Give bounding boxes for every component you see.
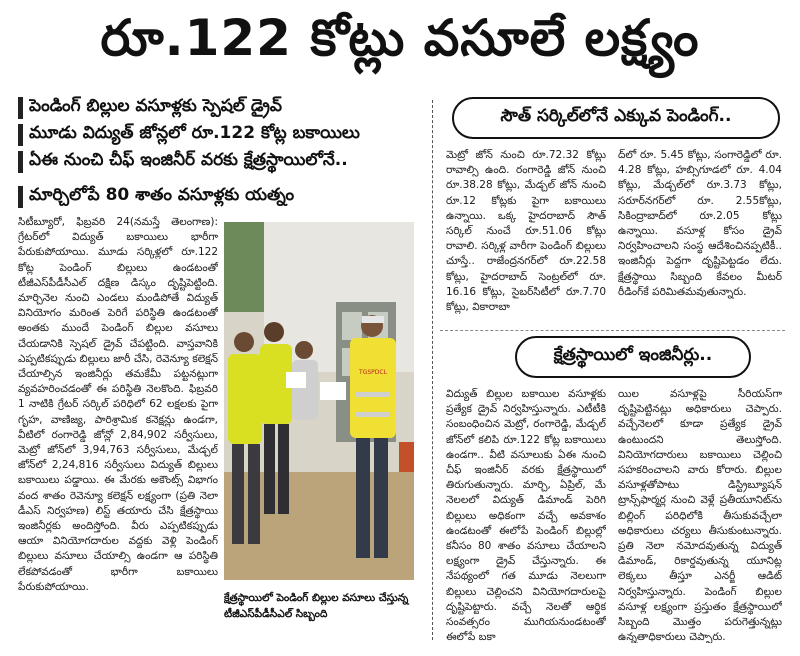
section-divider (440, 330, 785, 331)
paper-sheet (320, 382, 346, 400)
person-head (264, 322, 284, 342)
deck-text: ఏఈ నుంచి చీఫ్ ఇంజినీర్ వరకు క్షేత్రస్థాయిలోనే.. (29, 150, 348, 170)
deck-line-1 (18, 96, 418, 120)
reflective-stripe (356, 392, 390, 397)
person-leg (278, 424, 289, 514)
deck-text: పెండింగ్ బిల్లుల వసూళ్లకు స్పెషల్ డ్రైవ్ (29, 96, 283, 116)
deck-line-4 (18, 185, 418, 209)
deck-bar (18, 124, 23, 146)
article-column-5 (618, 387, 782, 643)
paper-sheet (286, 372, 306, 388)
body-paragraph: మెట్రో జోన్ నుంచి రూ.72.32 కోట్లు రావాల్సి ఉంది. రంగారెడ్డి జోన్ నుంచి రూ.38.28 కోట్లు, మేడ్చల్ జోన్ నుంచి రూ.12 కోట్లకు పైగా బకాయిలు ఉన్నాయి. ఒక్క హైదరాబాద్ సౌత్ సర్కిల్ నుంచే రూ.51.06 కోట్లు రావాలి. సర్కిళ్ల వారీగా పెండింగ్ బిల్లులు చూస్తే.. రాజేంద్రనగర్‌లో రూ.22.58 కోట్లు, హైదరాబాద్ సెంట్రల్‌లో రూ. 16.16 కోట్లు, సైబర్‌సిటీలో రూ.7.70 కోట్లు, వికారాబా (446, 149, 606, 314)
article-column-2 (446, 148, 606, 328)
photo-foliage (224, 222, 264, 312)
person-leg (232, 444, 244, 544)
photo-caption: క్షేత్రస్థాయిలో పెండింగ్ బిల్లుల వసూలు చేస్తున్న టీజీఎస్‌పీడీసీఎల్ సిబ్బంది (224, 592, 409, 620)
deck-line-3 (18, 150, 418, 174)
deck-bar (18, 151, 23, 173)
deck-bar (18, 97, 23, 119)
meter-box (342, 312, 362, 340)
subhead-box-south-circle: సౌత్ సర్కిల్‌లోనే ఎక్కువ పెండింగ్.. (452, 97, 780, 139)
deck-line-2 (18, 123, 418, 147)
vest-logo-text: TGSPDCL (359, 369, 387, 376)
deck-text: మార్చిలోపే 80 శాతం వసూళ్లకు యత్నం (29, 185, 295, 205)
person-vest (350, 338, 396, 438)
photo-pot (399, 442, 414, 472)
person-shirt (292, 360, 318, 420)
body-paragraph: సిటీబ్యూరో, ఫిబ్రవరి 24(నమస్తే తెలంగాణ): గ్రేటర్‌లో విద్యుత్ బకాయిలు భారీగా పేరుకుపోయాయి. మూడు సర్కిళ్లలో రూ.122 కోట్ల పెండింగ్ బిల్లులు ఉండటంతో టీజీఎస్‌పీడీసీఎల్ దక్షిణ డిస్కం దృష్టిపెట్టింది. మార్చినెల నుంచి ఎండలు మండిపోతే విద్యుత్ వినియోగం మరింత పెరిగే పరిస్థితి ఉండటంతో అంతకు ముందే పెండింగ్ బిల్లుల వసూలు చేయడానికి స్పెషల్ డ్రైవ్ చేపట్టింది. వాస్తవానికి ఎప్పటికప్పుడు బిల్లులు జారీ చేసి, రెవెన్యూ కలెక్షన్ చేయాల్సిన ఇంజినీర్లు తమకేమీ పట్టనట్లుగా వ్యవహరించడంతో ఈ పరిస్థితి నెలకొంది. ఫిబ్రవరి 1 నాటికి గ్రేటర్ సర్కిల్ పరిధిలో 62 లక్షలకు పైగా గృహ, వాణిజ్య, పారిశ్రామిక కనెక్షన్లు ఉండగా, వీటిలో రంగారెడ్డి జోన్లో 2,84,902 సర్వీసులు, మెట్రో జోన్‌లో 3,94,763 సర్వీసులు, మేడ్చల్ జోన్‌లో 2,24,816 సర్వీసులు విద్యుత్ బిల్లులు బకాయిలు పడ్డాయి. ఈ మేరకు అకౌంట్స్ విభాగం వంద శాతం రెవెన్యూ కలెక్షన్ లక్ష్యంగా (ప్రతి నెలా డీఎస్ నిర్వహణ) లిస్ట్ తయారు చేసి క్షేత్రస్థాయి ఇంజినీర్లకు అందిస్తోంది. వీరు ఎప్పటికప్పుడు ఆయా వినియోగదారుల వద్దకు వెళ్లి పెండింగ్ బిల్లులు వసూలు చేయాల్సి ఉండగా ఆ పరిస్థితి లేకపోవడంతో భారీగా బకాయిలు పేరుకుపోయాయి. (18, 216, 218, 593)
body-paragraph: యిల వసూళ్లపై సీరియస్‌గా దృష్టిపెట్టినట్లు అధికారులు చెప్పారు. వచ్చేనెలలో కూడా ప్రత్యేక డ్రైవ్ ఉంటుందని తెలుస్తోంది. వినియోగదారులు బకాయిలు చెల్లించి సహకరించాలని వారు కోరారు. బిల్లుల వసూళ్లతోపాటు డిస్ట్రిబ్యూషన్ ట్రాన్స్‌ఫార్మర్ల నుంచి వెళ్లే ప్రతీయూనిట్‌ను బిల్లింగ్ పరిధిలోకి తీసుకువచ్చేలా అధికారులు చర్యలు తీసుకుంటున్నారు. ప్రతి నెలా నమోదవుతున్న విద్యుత్ డిమాండ్, రికార్డవుతున్న యూనిట్ల లెక్కలు తీస్తూ ఎనర్జీ ఆడిట్ నిర్వహిస్తున్నారు. పెండింగ్ బిల్లుల వసూళ్ల లక్ష్యంగా ప్రస్తుతం క్షేత్రస్థాయిలో సిబ్బంది మొత్తం పరుగెత్తున్నట్లు ఉన్నతాధికారులు చెప్పారు. (618, 388, 782, 643)
person-cap (362, 316, 384, 323)
subhead-box-engineers: క్షేత్రస్థాయిలో ఇంజినీర్లు.. (515, 336, 751, 378)
person-leg (356, 438, 370, 558)
deck-bar (18, 186, 23, 208)
deck-text: మూడు విద్యుత్ జోన్లలో రూ.122 కోట్ల బకాయిలు (29, 123, 360, 143)
person-head (295, 341, 313, 359)
article-column-1 (18, 215, 218, 640)
article-column-4 (446, 387, 606, 643)
column-divider (432, 100, 433, 640)
person-vest (228, 354, 262, 444)
news-photo (224, 222, 414, 580)
person-head (234, 332, 254, 352)
body-paragraph: విద్యుత్ బిల్లుల బకాయిల వసూళ్లకు ప్రత్యేక డ్రైవ్ నిర్వహిస్తున్నారు. ఎటీటీకి సంబంధించిన మెట్రో, రంగారెడ్డి, మేడ్చల్ జోన్‌లో కలిపి రూ.122 కోట్ల బకాయిలు ఉండగా.. వీటి వసూలుకు ఏఈ నుంచి చీఫ్ ఇంజినీర్ వరకు క్షేత్రస్థాయిలో తిరుగుతున్నారు. మార్చి, ఏప్రిల్, మే నెలలలో విద్యుత్ డిమాండ్ పెరిగి బిల్లులు అధికంగా వచ్చే అవకాశం ఉండటంతో ఈలోపే పెండింగ్ బిల్లుల్లో కనీసం 80 శాతం వసూలు చేయాలని లక్ష్యంగా డ్రైవ్ చేస్తున్నారు. ఈ నేపథ్యంలో గత మూడు నెలలుగా బిల్లులు చెల్లించని వినియోగదారులపై దృష్టిపెట్టారు. వచ్చే నెలతో ఆర్థిక సంవత్సరం ముగియనుండటంతో ఈలోపే బకా (446, 388, 606, 643)
body-paragraph: ద్‌లో రూ. 5.45 కోట్లు, సంగారెడ్డిలో రూ. 4.28 కోట్లు, హబ్సిగూడలో రూ. 4.04 కోట్లు, మేడ్చల్‌లో రూ.3.73 కోట్లు, సరూర్‌నగర్‌లో రూ. 2.55కోట్లు, సికింద్రాబాద్‌లో రూ.2.05 కోట్లు ఉన్నాయి. వసూళ్ల కోసం డ్రైవ్ నిర్వహించాలని సంస్థ ఆదేశించినప్పటికీ.. ఇంజినీర్లు పెద్దగా దృష్టిపెట్టడం లేదు. క్షేత్రస్థాయి సిబ్బంది కేవలం మీటర్ రీడింగ్‌కే పరిమితమవుతున్నారు. (618, 149, 782, 298)
person-leg (248, 444, 260, 544)
photo-illustration (224, 222, 414, 580)
person-leg (264, 424, 275, 514)
person-leg (374, 438, 388, 558)
headline: రూ.122 కోట్లు వసూలే లక్ష్యం (100, 8, 700, 67)
article-column-3 (618, 148, 782, 328)
reflective-stripe (356, 412, 390, 417)
